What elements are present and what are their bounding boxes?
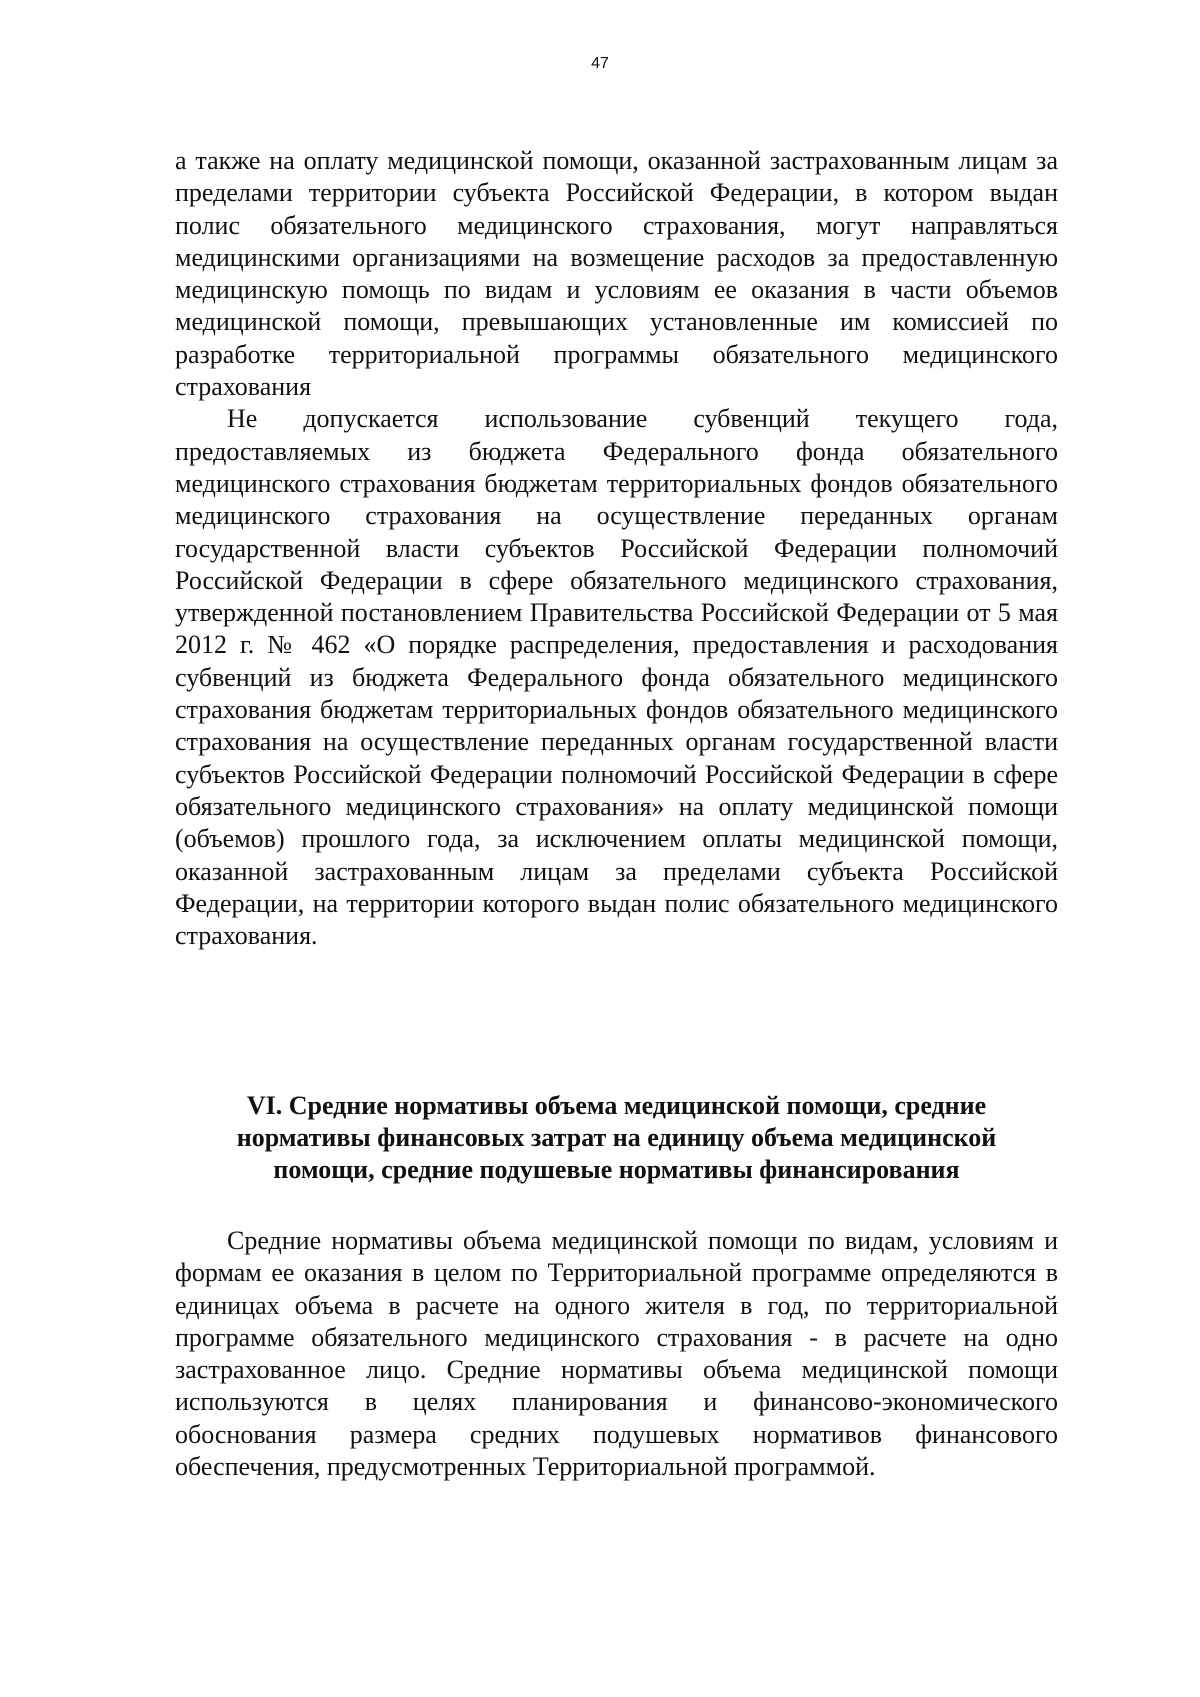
text-block-top bbox=[175, 145, 1058, 952]
section-heading-line-2: нормативы финансовых затрат на единицу объема медицинской bbox=[236, 1123, 997, 1152]
text-block-bottom bbox=[175, 1225, 1058, 1483]
section-heading bbox=[175, 1090, 1058, 1186]
paragraph-subvention-restriction: Не допускается использование субвенций текущего года, предоставляемых из бюджета Федерального фонда обязательного медицинского страхования бюджетам территориальных фондов обязательного медицинского страхования на осуществление переданных органам государственной власти субъектов Российской Федерации полномочий Российской Федерации в сфере обязательного медицинского страхования, утвержденной постановлением Правительства Российской Федерации от 5 мая 2012 г. № 462 «О порядке распределения, предоставления и расходования субвенций из бюджета Федерального фонда обязательного медицинского страхования бюджетам территориальных фондов обязательного медицинского страхования на осуществление переданных органам государственной власти субъектов Российской Федерации полномочий Российской Федерации в сфере обязательного медицинского страхования» на оплату медицинской помощи (объемов) прошлого года, за исключением оплаты медицинской помощи, оказанной застрахованным лицам за пределами субъекта Российской Федерации, на территории которого выдан полис обязательного медицинского страхования. bbox=[175, 404, 1058, 951]
page-number: 47 bbox=[591, 55, 609, 72]
paragraph-volume-norms: Средние нормативы объема медицинской помощи по видам, условиям и формам ее оказания в целом по Территориальной программе определяются в единицах объема в расчете на одного жителя в год, по территориальной программе обязательного медицинского страхования - в расчете на одно застрахованное лицо. Средние нормативы объема медицинской помощи используются в целях планирования и финансово-экономического обоснования размера средних подушевых нормативов финансового обеспечения, предусмотренных Территориальной программой. bbox=[175, 1226, 1058, 1482]
section-heading-line-3: помощи, средние подушевые нормативы финансирования bbox=[273, 1155, 960, 1184]
section-heading-line-1: VI. Средние нормативы объема медицинской помощи, средние bbox=[246, 1091, 987, 1120]
paragraph-continuation: а также на оплату медицинской помощи, оказанной застрахованным лицам за пределами территории субъекта Российской Федерации, в котором выдан полис обязательного медицинского страхования, могут направляться медицинскими организациями на возмещение расходов за предоставленную медицинскую помощь по видам и условиям ее оказания в части объемов медицинской помощи, превышающих установленные им комиссией по разработке территориальной программы обязательного медицинского страхования bbox=[175, 146, 1058, 402]
